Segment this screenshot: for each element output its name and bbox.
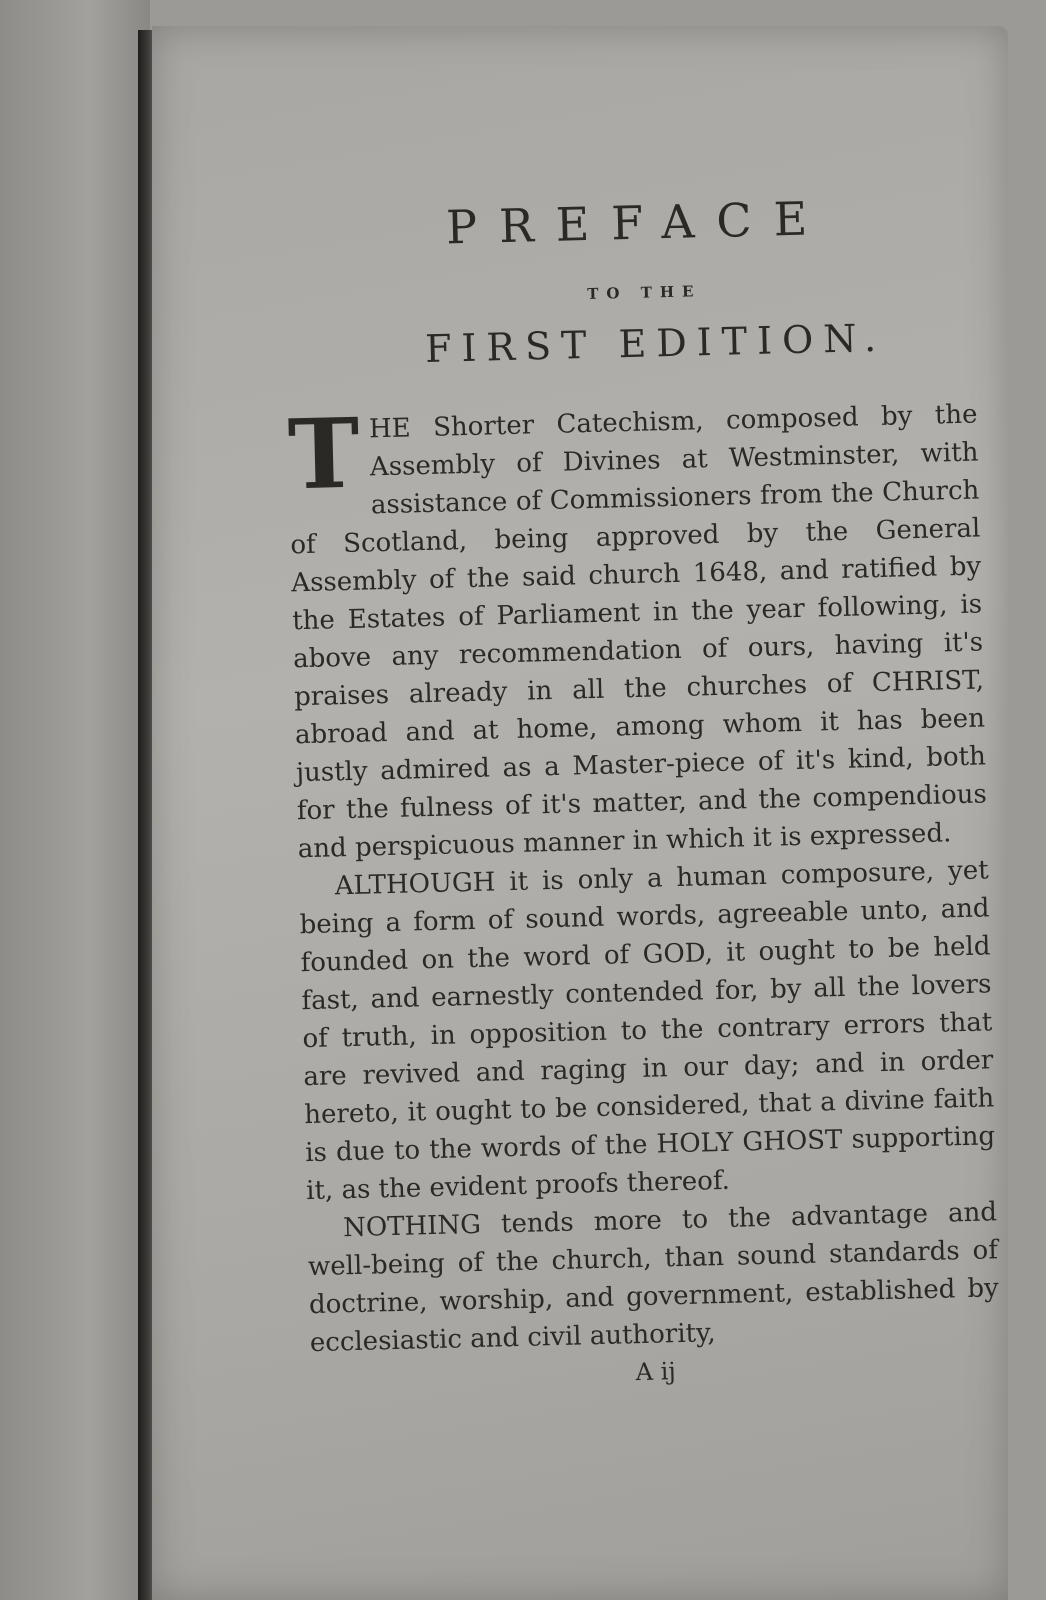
paragraph-1 bbox=[287, 396, 988, 869]
edition-title: FIRST EDITION. bbox=[424, 315, 887, 371]
drop-cap: T bbox=[286, 396, 362, 512]
signature-mark: A ij bbox=[635, 1357, 677, 1387]
paragraph-1-text: HE Shorter Catechism, composed by the Assembly of Divines at Westminster, with assistance of Commissioners from the Church of Scotland, being approved by the General Assembly of the said church 1648, and ratified by the Estates of Parliament in the year following, is above any recommendation of ours, having it's praises already in all the churches of CHRIST, abroad and at home, among whom it has been justly admired as a Master-piece of it's kind, both for the fulness of it's matter, and the compendious and perspicuous manner in which it is expressed. bbox=[290, 399, 988, 865]
page-subtitle: TO THE bbox=[587, 282, 702, 303]
facing-page bbox=[0, 0, 150, 1600]
paragraph-3: NOTHING tends more to the advantage and well-being of the church, than sound standards of doctrine, worship, and government, established by ecclesiastic and civil authority, bbox=[307, 1197, 1000, 1359]
paragraph-2: ALTHOUGH it is only a human composure, yet being a form of sound words, agreeable unto, and founded on the word of GOD, it ought to be held fast, and earnestly contended for, by all the lovers of truth, in opposition to the contrary errors that are revived and raging in our day; and in order hereto, it ought to be considered, that a divine faith is due to the words of the HOLY GHOST supporting it, as the evident proofs thereof. bbox=[299, 855, 996, 1207]
book-page bbox=[152, 26, 1008, 1600]
page-title: PREFACE bbox=[445, 191, 830, 255]
page-text bbox=[282, 188, 1001, 1395]
